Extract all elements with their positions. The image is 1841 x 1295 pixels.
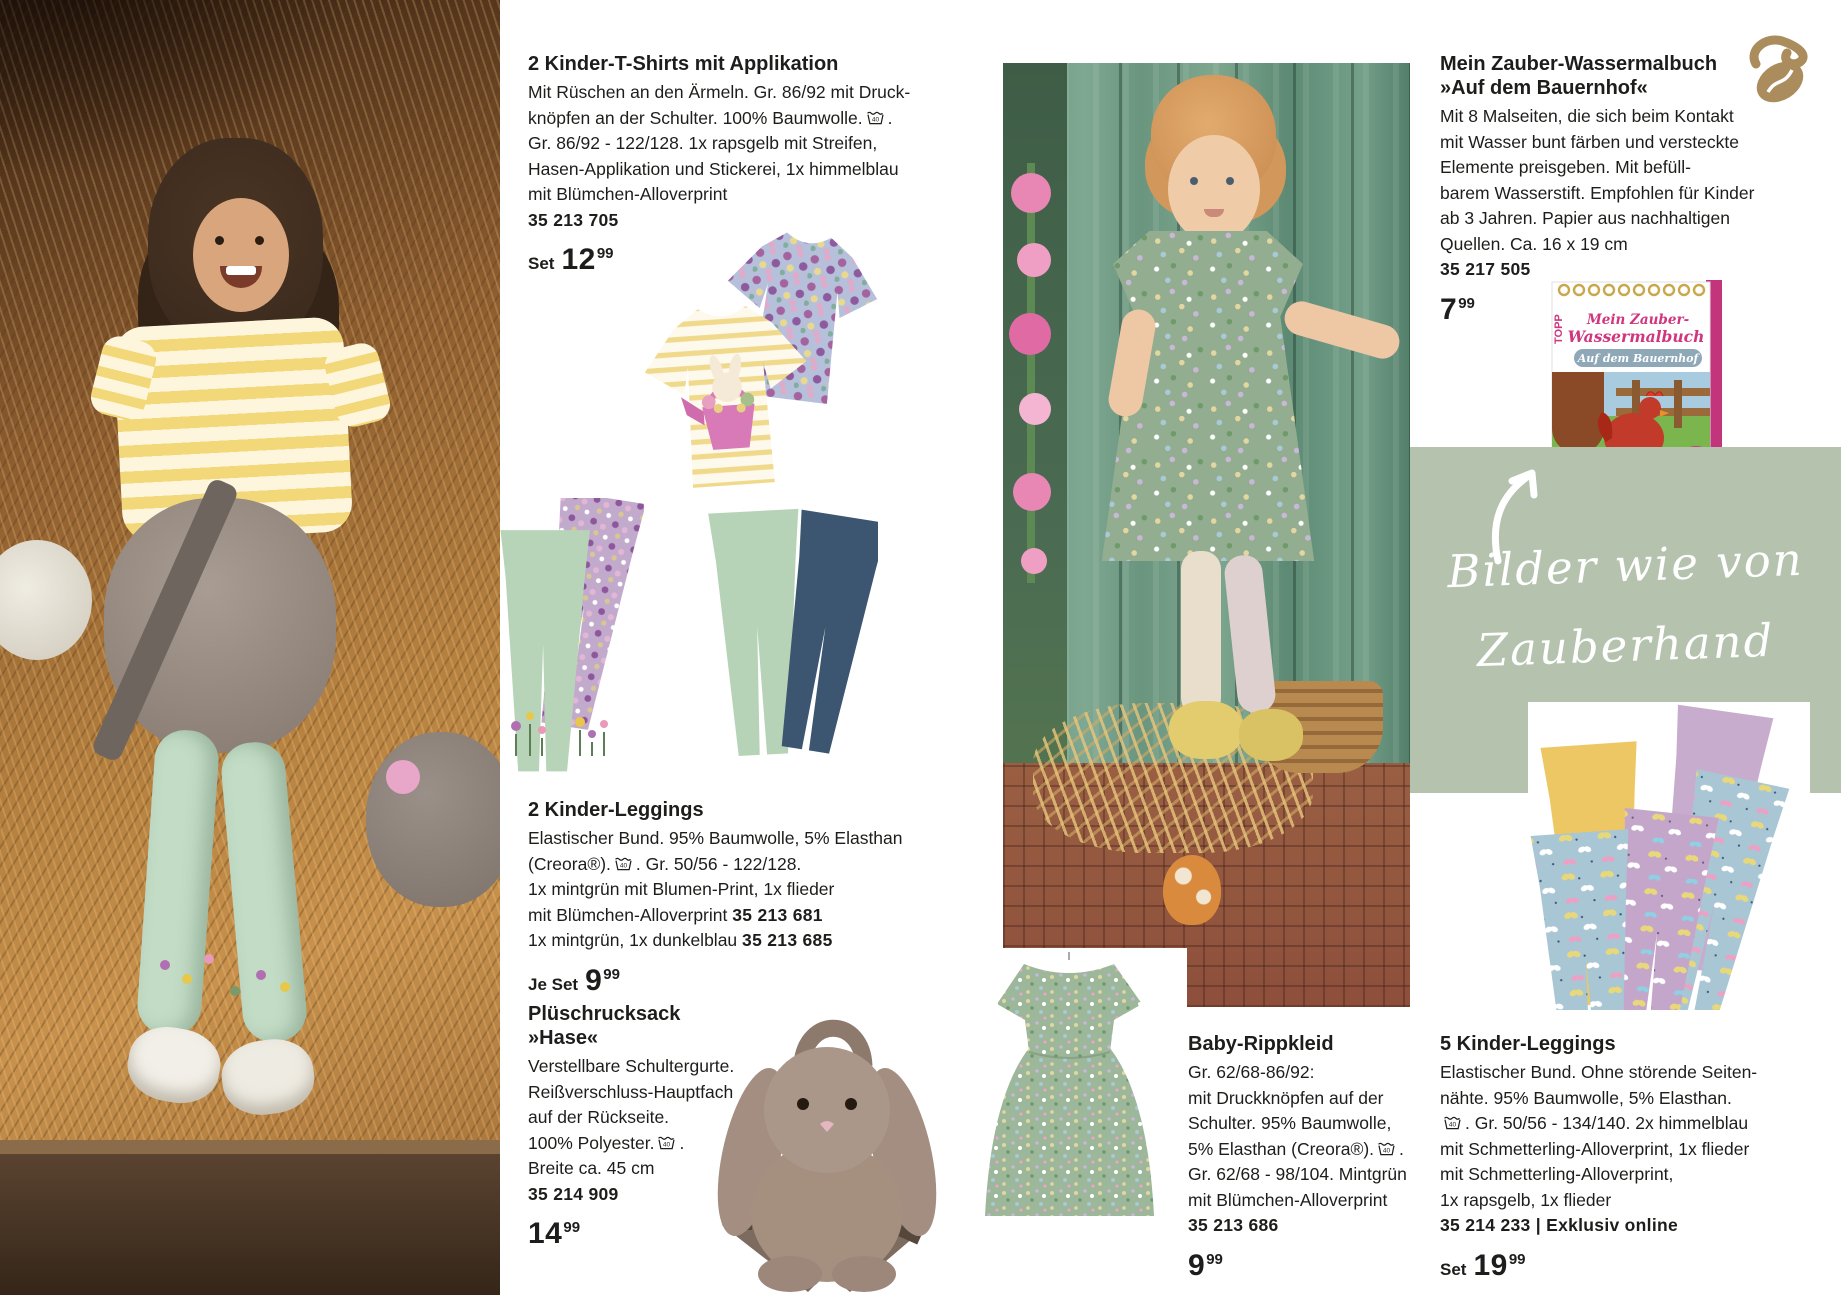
desc-line: Elemente preisgeben. Mit befüll- bbox=[1440, 157, 1691, 177]
svg-text:Auf dem Bauernhof: Auf dem Bauernhof bbox=[1577, 352, 1699, 365]
svg-text:Mein Zauber-: Mein Zauber- bbox=[1586, 312, 1690, 328]
desc-line: 1x rapsgelb, 1x flieder bbox=[1440, 1189, 1612, 1210]
product-title-line2: »Auf dem Bauernhof« bbox=[1440, 77, 1648, 99]
product-leggings2-textblock bbox=[528, 798, 903, 998]
price: Set 1299 bbox=[528, 243, 614, 276]
desc-line: Quellen. Ca. 16 x 19 cm bbox=[1440, 233, 1628, 254]
five-leggings-image bbox=[1528, 702, 1810, 1010]
dress-product-image-box bbox=[952, 948, 1187, 1240]
hollyhock-flowers bbox=[1011, 163, 1055, 583]
desc-line: Verstellbare Schultergurte. bbox=[528, 1056, 735, 1076]
desc-line: nähte. 95% Baumwolle, 5% Elasthan. bbox=[1440, 1087, 1732, 1108]
desc-line: Elastischer Bund. 95% Baumwolle, 5% Elasthan bbox=[528, 828, 903, 848]
svg-text:40: 40 bbox=[619, 862, 628, 870]
wash-symbol-icon bbox=[657, 1135, 676, 1150]
toddler-at-door-photo bbox=[1003, 63, 1410, 1007]
desc-line: Mit Rüschen an den Ärmeln. Gr. 86/92 mit Druck- bbox=[528, 82, 911, 102]
article-number: 35 213 705 bbox=[528, 209, 619, 230]
article-number: 35 214 233 | Exklusiv online bbox=[1440, 1215, 1679, 1235]
desc-line: Schulter. 95% Baumwolle, bbox=[1188, 1113, 1392, 1133]
svg-text:40: 40 bbox=[1448, 1121, 1457, 1129]
article-number: 35 217 505 bbox=[1440, 259, 1531, 279]
leggings-mint-floral-image bbox=[486, 498, 644, 778]
toddler-bootie-left bbox=[1169, 701, 1243, 759]
desc-line: mit Blümchen-Alloverprint bbox=[528, 184, 728, 204]
desc-line: 40 . Gr. 50/56 - 134/140. 2x himmelblau bbox=[1440, 1111, 1757, 1137]
barn-shadow bbox=[0, 0, 360, 180]
desc-line: Reißverschluss-Hauptfach bbox=[528, 1081, 734, 1102]
svg-text:40: 40 bbox=[663, 1141, 671, 1149]
leggings-mint-navy-image bbox=[696, 505, 878, 773]
desc-line: 5% Elasthan (Creora®). 40 . bbox=[1188, 1138, 1404, 1159]
desc-line: Hasen-Applikation und Stickerei, 1x himmelblau bbox=[528, 158, 899, 179]
banner-script-line1: Bilder wie von bbox=[1446, 532, 1805, 599]
desc-line: Gr. 62/68 - 98/104. Mintgrün bbox=[1188, 1164, 1407, 1184]
desc-line: mit Wasser bunt färben und versteckte bbox=[1440, 131, 1739, 152]
desc-line: auf der Rückseite. bbox=[528, 1107, 670, 1127]
wash-symbol-icon bbox=[614, 856, 633, 871]
toddler-face bbox=[1168, 135, 1260, 243]
desc-line: ab 3 Jahren. Papier aus nachhaltigen bbox=[1440, 208, 1730, 228]
leg-flower-embroidery bbox=[160, 960, 170, 970]
banner-script-line2: Zauberhand bbox=[1475, 613, 1776, 678]
desc-line: barem Wasserstift. Empfohlen für Kinder bbox=[1440, 182, 1755, 203]
product-title-line2: »Hase« bbox=[528, 1027, 599, 1049]
product-leggings5-textblock bbox=[1440, 1032, 1757, 1283]
desc-line: mit Blümchen-Alloverprint bbox=[1188, 1189, 1388, 1210]
desc-line: mit Blümchen-Alloverprint 35 213 681 bbox=[528, 904, 823, 925]
article-number: 35 213 681 bbox=[732, 904, 823, 925]
baby-dress-image bbox=[952, 948, 1187, 1240]
price: 799 bbox=[1440, 292, 1475, 326]
desc-line: Gr. 62/68-86/92: bbox=[1188, 1062, 1315, 1082]
price: 999 bbox=[1188, 1248, 1223, 1282]
desc-line: Elastischer Bund. Ohne störende Seiten- bbox=[1440, 1062, 1758, 1082]
price: Set 1999 bbox=[1440, 1248, 1526, 1282]
desc-line: knöpfen an der Schulter. 100% Baumwolle. 40 . bbox=[528, 107, 893, 128]
article-number: 35 214 909 bbox=[528, 1183, 619, 1204]
desc-line: 1x mintgrün, 1x dunkelblau 35 213 685 bbox=[528, 930, 833, 950]
product-title: Mein Zauber-Wassermalbuch bbox=[1440, 53, 1718, 75]
wash-symbol-icon bbox=[866, 110, 885, 125]
wheelbarrow bbox=[0, 1140, 500, 1295]
desc-line: 100% Polyester. 40 . bbox=[528, 1132, 685, 1153]
product-title: 2 Kinder-T-Shirts mit Applikation bbox=[528, 53, 839, 75]
wash-symbol-icon bbox=[1377, 1141, 1396, 1156]
article-number: 35 213 686 bbox=[1188, 1215, 1279, 1235]
svg-text:40: 40 bbox=[871, 116, 879, 124]
egg bbox=[1163, 855, 1221, 925]
desc-line: mit Schmetterling-Alloverprint, bbox=[1440, 1164, 1674, 1184]
product-title: Baby-Rippkleid bbox=[1188, 1033, 1334, 1055]
desc-line: mit Schmetterling-Alloverprint, 1x flieder bbox=[1440, 1138, 1750, 1159]
desc-line: (Creora®). 40 . Gr. 50/56 - 122/128. bbox=[528, 853, 802, 874]
wash-symbol-icon bbox=[1443, 1115, 1462, 1130]
desc-line: mit Druckknöpfen auf der bbox=[1188, 1087, 1384, 1108]
corner-bunny-plush bbox=[366, 732, 500, 907]
tchibo-bean-logo bbox=[1742, 24, 1820, 106]
product-dress-textblock bbox=[1188, 1032, 1407, 1283]
product-title: 5 Kinder-Leggings bbox=[1440, 1033, 1616, 1055]
tshirts-product-image bbox=[638, 226, 883, 504]
desc-line: Mit 8 Malseiten, die sich beim Kontakt bbox=[1440, 106, 1734, 126]
desc-line: Breite ca. 45 cm bbox=[528, 1158, 655, 1178]
svg-text:Wassermalbuch: Wassermalbuch bbox=[1567, 327, 1705, 346]
price: 1499 bbox=[528, 1217, 581, 1250]
leggings5-product-image-box bbox=[1528, 702, 1810, 1010]
desc-line: Gr. 86/92 - 122/128. 1x rapsgelb mit Streifen, bbox=[528, 133, 878, 153]
svg-text:40: 40 bbox=[1382, 1147, 1391, 1155]
desc-line: 1x mintgrün mit Blumen-Print, 1x flieder bbox=[528, 879, 835, 899]
plush-bunny-backpack-image bbox=[690, 1000, 962, 1295]
book-publisher-logo: TOPP bbox=[1553, 314, 1565, 344]
girl-face bbox=[193, 198, 289, 312]
product-title: 2 Kinder-Leggings bbox=[528, 799, 704, 821]
article-number: 35 213 685 bbox=[742, 930, 833, 950]
girl-on-hay-photo bbox=[0, 0, 500, 1295]
toddler-tights-left bbox=[1181, 551, 1221, 716]
price: Je Set 999 bbox=[528, 963, 620, 997]
toddler-bootie-right bbox=[1239, 709, 1303, 761]
product-title: Plüschrucksack bbox=[528, 1003, 681, 1025]
